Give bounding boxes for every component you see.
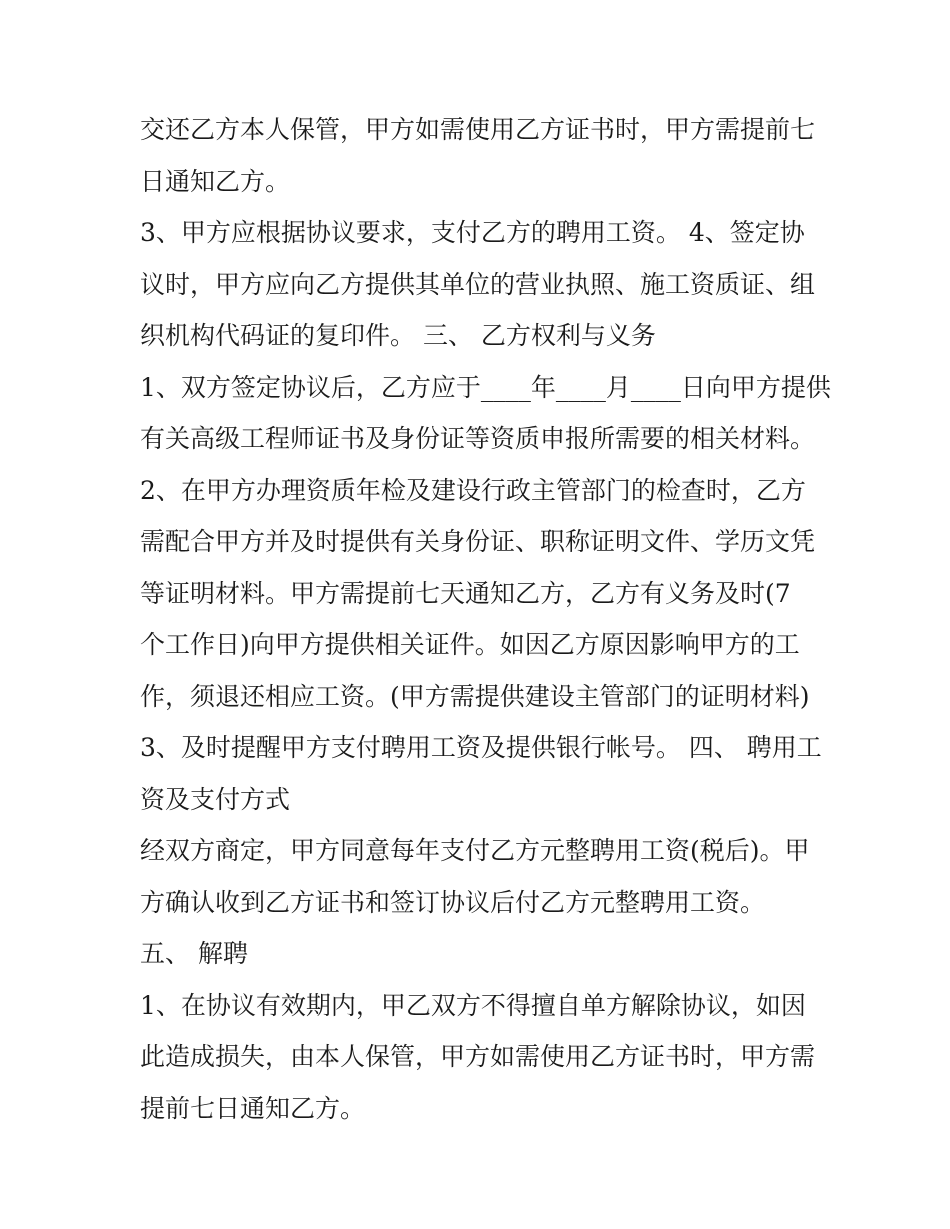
section-heading-line: 3、及时提醒甲方支付聘用工资及提供银行帐号。 四、 聘用工 (140, 733, 822, 762)
text-line: 1、在协议有效期内，甲乙双方不得擅自单方解除协议，如因 (140, 990, 806, 1020)
text-line: 此造成损失，由本人保管，甲方如需使用乙方证书时，甲方需 (140, 1042, 816, 1071)
text-line: 交还乙方本人保管，甲方如需使用乙方证书时，甲方需提前七 (140, 115, 816, 144)
text-line: 等证明材料。甲方需提前七天通知乙方，乙方有义务及时(7 (140, 578, 791, 608)
text-line: 提前七日通知乙方。 (140, 1093, 366, 1123)
section-heading-line: 织机构代码证的复印件。 三、 乙方权利与义务 (140, 321, 656, 350)
section-heading: 五、 解聘 (140, 939, 248, 968)
text-line: 2、在甲方办理资质年检及建设行政主管部门的检查时，乙方 (140, 475, 806, 505)
document-body (140, 104, 831, 1134)
text-line: 有关高级工程师证书及身份证等资质申报所需要的相关材料。 (140, 424, 816, 453)
text-line: 经双方商定，甲方同意每年支付乙方元整聘用工资(税后)。甲 (140, 836, 810, 865)
text-line: 资及支付方式 (140, 784, 291, 814)
text-line: 议时，甲方应向乙方提供其单位的营业执照、施工资质证、组 (140, 269, 816, 299)
text-line: 方确认收到乙方证书和签订协议后付乙方元整聘用工资。 (140, 887, 766, 917)
text-line: 1、双方签定协议后，乙方应于____年____月____日向甲方提供 (140, 372, 831, 402)
text-line: 个工作日)向甲方提供相关证件。如因乙方原因影响甲方的工 (140, 630, 800, 659)
text-line: 作，须退还相应工资。(甲方需提供建设主管部门的证明材料) (140, 681, 810, 711)
text-line: 3、甲方应根据协议要求，支付乙方的聘用工资。 4、签定协 (140, 218, 805, 247)
text-line: 日通知乙方。 (140, 166, 291, 196)
text-line: 需配合甲方并及时提供有关身份证、职称证明文件、学历文凭 (140, 527, 816, 556)
